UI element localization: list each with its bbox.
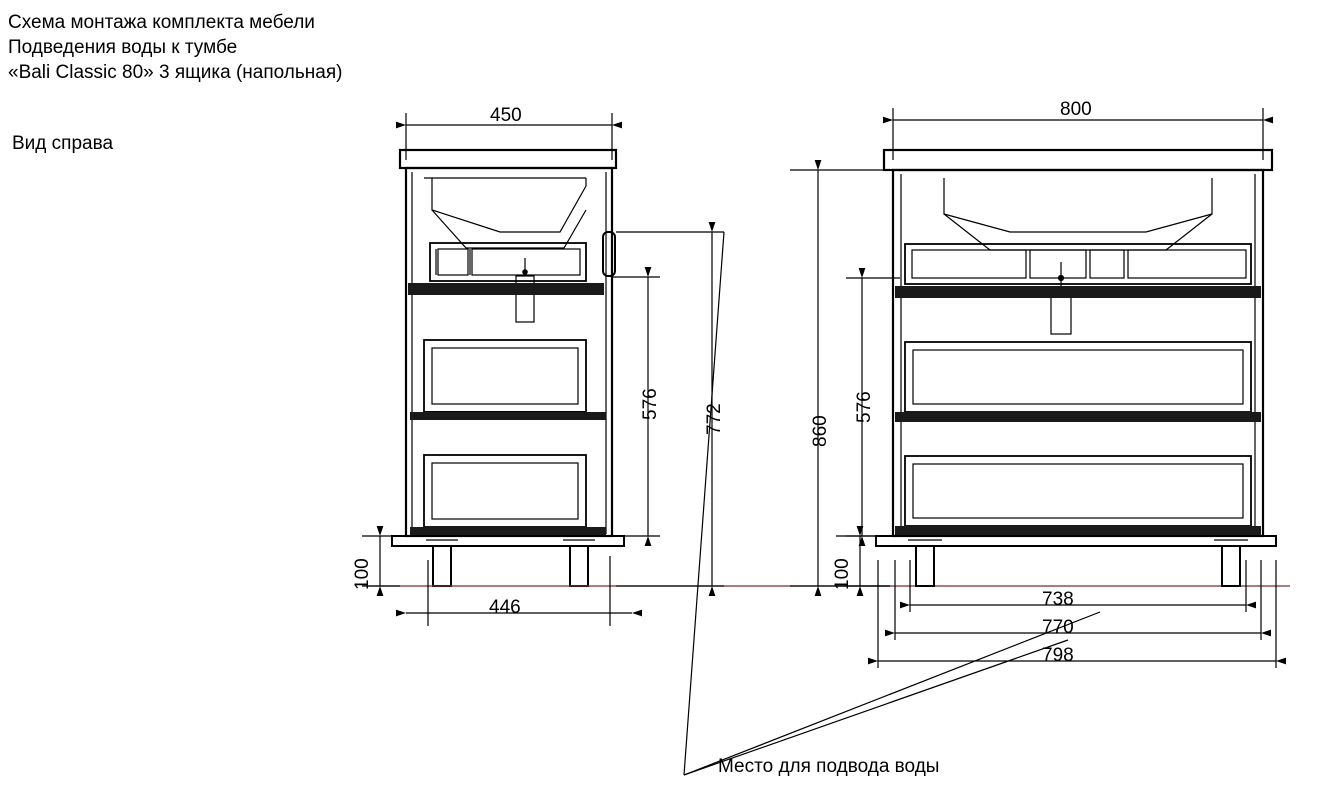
title-line-1: Схема монтажа комплекта мебели: [8, 12, 315, 33]
dim-front-width-770: 770: [1042, 617, 1074, 638]
dim-front-height-860: 860: [810, 415, 831, 447]
view-label-right: Вид справа: [12, 133, 114, 154]
water-supply-note: Место для подвода воды: [718, 756, 940, 777]
title-line-3: «Bali Classic 80» 3 ящика (напольная): [8, 62, 343, 83]
dim-front-height-576: 576: [854, 391, 875, 423]
side-view-cabinet: [392, 150, 624, 586]
dim-side-depth-446: 446: [489, 597, 521, 618]
drawing-title: [8, 10, 342, 85]
title-line-2: Подведения воды к тумбе: [8, 37, 238, 58]
dim-side-height-772: 772: [704, 403, 725, 435]
dim-front-width-738: 738: [1042, 589, 1074, 610]
side-view-dimensions: [362, 113, 724, 626]
dim-side-height-576: 576: [640, 388, 661, 420]
dim-front-height-100: 100: [832, 558, 853, 590]
front-view-dimensions: [790, 108, 1276, 668]
dim-side-width-450: 450: [490, 105, 522, 126]
front-view-cabinet: [876, 150, 1276, 586]
dim-front-width-798: 798: [1042, 645, 1074, 666]
dim-side-height-100: 100: [352, 558, 373, 590]
dim-front-width-800: 800: [1060, 99, 1092, 120]
